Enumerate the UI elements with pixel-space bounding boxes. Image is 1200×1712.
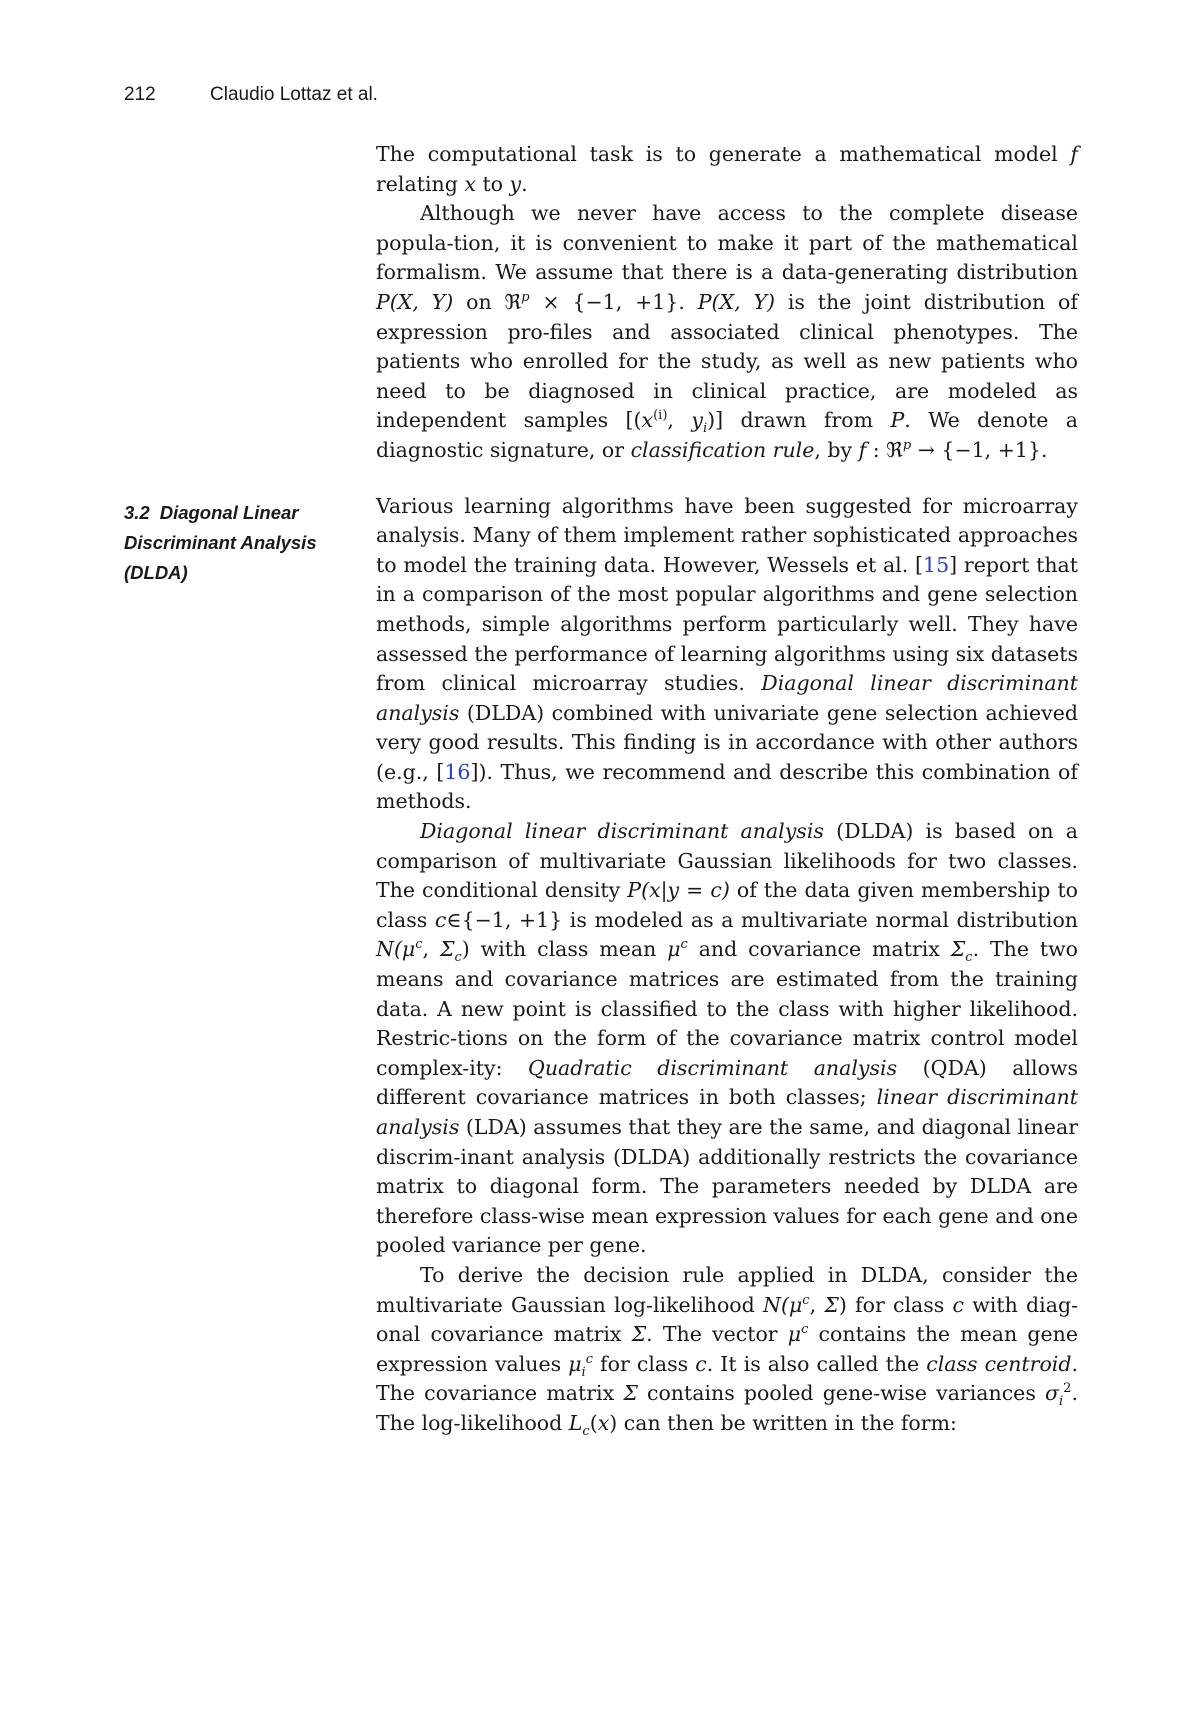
section-number: 3.2 [124, 502, 150, 523]
citation-link[interactable]: 16 [444, 759, 471, 784]
paragraph-1: The computational task is to generate a mathematical model f relating x to y. [376, 142, 1078, 196]
emphasis-term: linear discriminant analysis [376, 1085, 1078, 1139]
running-head [124, 84, 378, 106]
paragraph-5: To derive the decision rule applied in DLDA, consider the multivariate Gaussian log-likelihood $N(\mu^c$, Σ) for class c with diag-onal covariance matrix Σ. The vector $\mu^c$ contains the mean gene expression values $\mu_i^c$ for class c. It is also called the class centroid. The covariance matrix Σ contains pooled gene-wise variances $\sigma_i^2$. The log-likelihood $L_c(x)$ can then be written in the form: [376, 1262, 1078, 1440]
emphasis-term: class centroid [926, 1351, 1072, 1376]
page-number: 212 [124, 84, 156, 105]
citation-link[interactable]: 15 [923, 552, 950, 577]
paragraph-2: Although we never have access to the complete disease popula-tion, it is convenient to make it part of the mathematical formalism. We assume that there is a data-generating distribution P(X, Υ) on ℜ$^p$ × {−1, +1}. P(X, Υ) is the joint distribution of expression pro-files and associated clinical phenotypes. The patients who enrolled for the study, as well as new patients who need to be diagnosed in clinical practice, are modeled as independent samples [($x^{(i)}$, $y_i$)] drawn from P. We denote a diagnostic signature, or classification rule, by f : ℜ$^p$ → {−1, +1}. [376, 201, 1078, 462]
paragraph-3: Various learning algorithms have been suggested for microarray analysis. Many of them implement rather sophisticated approaches to model the training data. However, Wessels et al. [15] report that in a comparison of the most popular algorithms and gene selection methods, simple algorithms perform particularly well. They have assessed the performance of learning algorithms using six datasets from clinical microarray studies. Diagonal linear discriminant analysis (DLDA) combined with univariate gene selection achieved very good results. This finding is in accordance with other authors (e.g., [16]). Thus, we recommend and describe this combination of methods. [376, 493, 1079, 814]
emphasis-term: Diagonal linear discriminant analysis [376, 671, 1079, 725]
emphasis-term: Quadratic discriminant analysis [528, 1055, 898, 1080]
emphasis-term: classification rule [630, 437, 815, 462]
section-heading [124, 498, 344, 588]
emphasis-term: Diagonal linear discriminant analysis [420, 819, 824, 844]
author-line: Claudio Lottaz et al. [210, 84, 378, 105]
body-text [376, 140, 1078, 1439]
paragraph-4: Diagonal linear discriminant analysis (DLDA) is based on a comparison of multivariate Gaussian likelihoods for two classes. The conditional density P(x|y = c) of the data given membership to class c∈{−1, +1} is modeled as a multivariate normal distribution $N(\mu^c$, $\Sigma_c$) with class mean $\mu^c$ and covariance matrix $\Sigma_c$. The two means and covariance matrices are estimated from the training data. A new point is classified to the class with higher likelihood. Restric-tions on the form of the covariance matrix control model complex-ity: Quadratic discriminant analysis (QDA) allows different covariance matrices in both classes; linear discriminant analysis (LDA) assumes that they are the same, and diagonal linear discrim-inant analysis (DLDA) additionally restricts the covariance matrix to diagonal form. The parameters needed by DLDA are therefore class-wise mean expression values for each gene and one pooled variance per gene. [376, 819, 1079, 1258]
section-title: Diagonal Linear Discriminant Analysis (DLDA) [124, 502, 317, 583]
